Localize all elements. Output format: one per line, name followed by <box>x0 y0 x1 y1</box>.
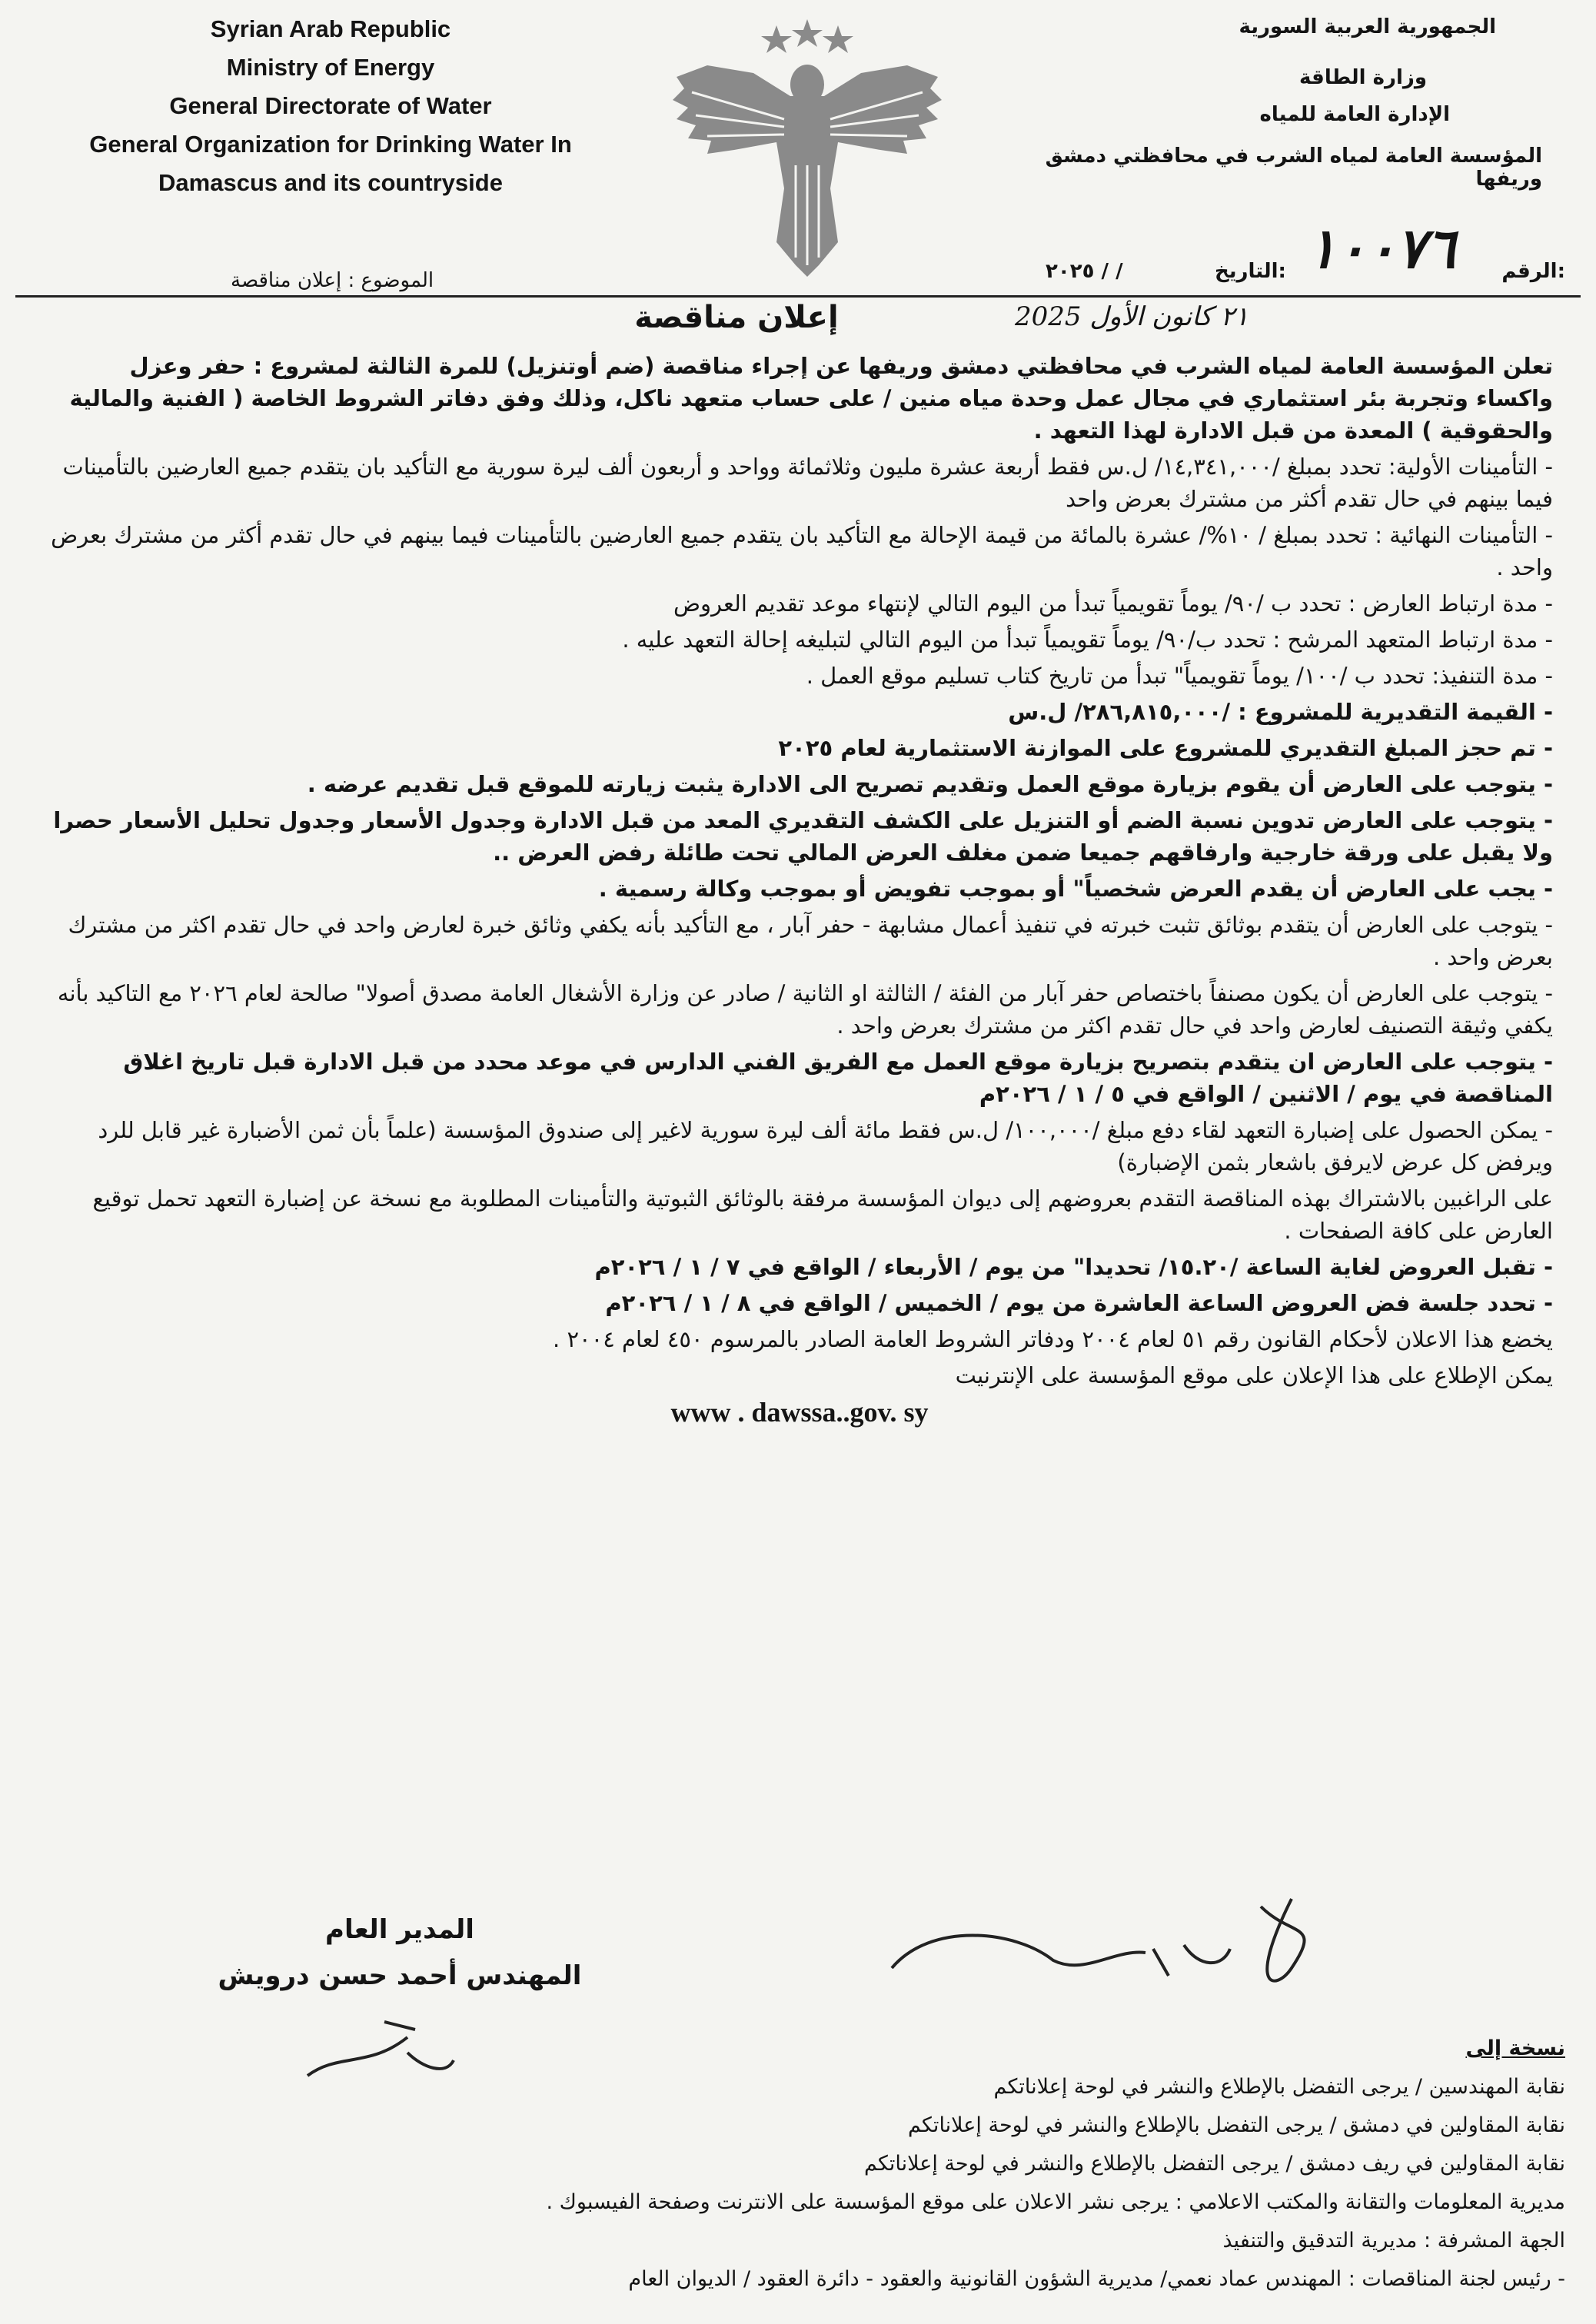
signature-name: المهندس أحمد حسن درويش <box>218 1960 582 1991</box>
paragraph-submission-instructions: على الراغبين بالاشتراك بهذه المناقصة التقدم بعروضهم إلى ديوان المؤسسة مرفقة بالوثائق الثبوتية والتأمينات المطلوبة مع نسخة عن إضبارة التعهد تحمل توقيع العارض على كافة الصفحات . <box>92 1185 1553 1244</box>
copy-item: نقابة المقاولين في ريف دمشق / يرجى التفضل بالإطلاع والنشر في لوحة إعلاناتكم <box>863 2152 1565 2176</box>
paragraph-bidder-commitment: - مدة ارتباط العارض : تحدد ب /٩٠/ يوماً تقويمياً تبدأ من اليوم التالي لإنتهاء موعد تقديم العروض <box>673 590 1553 617</box>
handwritten-signature-icon <box>861 1876 1338 2006</box>
handwritten-date: ٢١ كانون الأول 2025 <box>1015 301 1249 332</box>
date-value: / / ٢٠٢٥ <box>1046 260 1123 283</box>
signature-title: المدير العام <box>325 1914 474 1945</box>
header-ar-line4: المؤسسة العامة لمياه الشرب في محافظتي دمشق وريفها <box>1045 145 1542 191</box>
copies-list <box>35 2030 1565 2299</box>
header-en-line2: Ministry of Energy <box>226 54 435 81</box>
announcement-body <box>46 350 1553 1433</box>
paragraph-website-note: يمكن الإطلاع على هذا الإعلان على موقع المؤسسة على الإنترنيت <box>955 1362 1553 1388</box>
reference-number-value: ١٠٠٧٦ <box>1307 215 1456 281</box>
header-en-line1: Syrian Arab Republic <box>210 15 451 42</box>
paragraph-discount-entry: - يتوجب على العارض تدوين نسبة الضم أو التنزيل على الكشف التقديري المعد من قبل الادارة وجدول الأسعار وجدول تحليل الأسعار حصرا ولا يقبل على ورقة خارجية وارفاقهم جميعا ضمن مغلف العرض المالي تحت طائلة رفض العرض .. <box>53 807 1553 866</box>
paragraph-classification: - يتوجب على العارض أن يكون مصنفاً باختصاص حفر آبار من الفئة / الثالثة او الثانية / صادر عن وزارة الأشغال العامة مصدق أصولا" صالحة لعام ٢٠٢٦ مع التاكيد بأنه يكفي وثيقة التصنيف لعارض واحد في حال تقدم اكثر من مشترك بعرض واحد . <box>57 980 1553 1039</box>
paragraph-execution-period: - مدة التنفيذ: تحدد ب /١٠٠/ يوماً تقويمياً" تبدأ من تاريخ كتاب تسليم موقع العمل . <box>806 663 1553 689</box>
paragraph-estimated-value: - القيمة التقديرية للمشروع : /٢٨٦,٨١٥,٠٠٠/ ل.س <box>1008 699 1553 725</box>
paragraph-submission-deadline: - تقبل العروض لغاية الساعة /١٥.٢٠/ تحديدا" من يوم / الأربعاء / الواقع في ٧ / ١ / ٢٠٢٦م <box>594 1254 1553 1280</box>
header-en-line5: Damascus and its countryside <box>158 169 503 196</box>
paragraph-initial-guarantee: - التأمينات الأولية: تحدد بمبلغ /١٤,٣٤١,٠٠٠/ ل.س فقط أربعة عشرة مليون وثلاثمائة وواحد و أربعون ألف ليرة سورية مع التأكيد بان يتقدم جميع العارضين بالتأمينات فيما بينهم في حال تقدم أكثر من مشترك بعرض واحد <box>62 454 1553 512</box>
header-ar-line2: وزارة الطاقة <box>1299 66 1427 89</box>
paragraph-legal-basis: يخضع هذا الاعلان لأحكام القانون رقم ٥١ لعام ٢٠٠٤ ودفاتر الشروط العامة الصادر بالمرسوم ٤٥٠ لعام ٢٠٠٤ . <box>553 1326 1553 1352</box>
header-en-line4: General Organization for Drinking Water In <box>89 131 572 158</box>
header-ar-line3: الإدارة العامة للمياه <box>1259 103 1450 126</box>
copies-heading: نسخة إلى <box>1465 2036 1565 2060</box>
paragraph-opening-session: - تحدد جلسة فض العروض الساعة العاشرة من يوم / الخميس / الواقع في ٨ / ١ / ٢٠٢٦م <box>605 1290 1553 1316</box>
header-divider <box>15 295 1581 298</box>
copy-item: الجهة المشرفة : مديرية التدقيق والتنفيذ <box>1222 2229 1565 2253</box>
reference-number-label: الرقم: <box>1501 260 1565 283</box>
page-title <box>0 300 1596 335</box>
paragraph-intro: تعلن المؤسسة العامة لمياه الشرب في محافظتي دمشق وريفها عن إجراء مناقصة (ضم أوتنزيل) للمرة الثالثة لمشروع : حفر وعزل واكساء وتجربة بئر استثماري في مجال عمل وحدة مياه منين / على حساب متعهد ناكل، وذلك وفق دفاتر الشروط الخاصة ( الفنية والمالية والحقوقية ) المعدة من قبل الادارة لهذا التعهد . <box>69 353 1553 444</box>
signature-block <box>154 1907 646 1999</box>
paragraph-personal-submission: - يجب على العارض أن يقدم العرض شخصياً" أو بموجب تفويض أو بموجب وكالة رسمية . <box>598 876 1553 902</box>
copy-item: مديرية المعلومات والتقانة والمكتب الاعلامي : يرجى نشر الاعلان على موقع المؤسسة على الانترنت وصفحة الفيسبوك . <box>546 2190 1565 2214</box>
paragraph-site-visit-team: - يتوجب على العارض ان يتقدم بتصريح بزيارة موقع العمل مع الفريق الفني الدارس في موعد محدد من قبل الادارة قبل تاريخ اغلاق المناقصة في يوم / الاثنين / الواقع في ٥ / ١ / ٢٠٢٦م <box>123 1049 1553 1107</box>
header-arabic <box>981 15 1565 191</box>
subject-label: الموضوع : إعلان مناقصة <box>231 269 434 292</box>
paragraph-site-visit: - يتوجب على العارض أن يقوم بزيارة موقع العمل وتقديم تصريح الى الادارة يثبت زيارته للموقع قبل تقديم عرضه . <box>307 771 1553 797</box>
header-english <box>31 15 630 197</box>
paragraph-budget: - تم حجز المبلغ التقديري للمشروع على الموازنة الاستثمارية لعام ٢٠٢٥ <box>778 735 1553 761</box>
paragraph-contractor-commitment: - مدة ارتباط المتعهد المرشح : تحدد ب/٩٠/ يوماً تقويمياً تبدأ من اليوم التالي لتبليغه إحالة التعهد عليه . <box>622 627 1553 653</box>
header-ar-line1: الجمهورية العربية السورية <box>1239 15 1496 38</box>
paragraph-final-guarantee: - التأمينات النهائية : تحدد بمبلغ / ١٠%/ عشرة بالمائة من قيمة الإحالة مع التأكيد بان يتقدم جميع العارضين بالتأمينات فيما بينهم في حال تقدم أكثر من مشترك بعرض واحد . <box>51 522 1553 580</box>
website-link[interactable]: www . dawssa..gov. sy <box>670 1397 929 1428</box>
date-label: التاريخ: <box>1215 260 1286 283</box>
copy-item: - رئيس لجنة المناقصات : المهندس عماد نعمي/ مديرية الشؤون القانونية والعقود - دائرة العقود / الديوان العام <box>628 2267 1565 2291</box>
copy-item: نقابة المهندسين / يرجى التفضل بالإطلاع والنشر في لوحة إعلاناتكم <box>993 2075 1565 2099</box>
copy-item: نقابة المقاولين في دمشق / يرجى التفضل بالإطلاع والنشر في لوحة إعلاناتكم <box>908 2113 1565 2137</box>
announcement-title: إعلان مناقصة <box>634 300 839 335</box>
state-emblem-eagle-icon <box>661 12 953 281</box>
paragraph-experience: - يتوجب على العارض أن يتقدم بوثائق تثبت خبرته في تنفيذ أعمال مشابهة - حفر آبار ، مع التأكيد بأنه يكفي وثائق خبرة لعارض واحد في حال تقدم اكثر من مشترك بعرض واحد . <box>68 912 1553 970</box>
paragraph-tender-file: - يمكن الحصول على إضبارة التعهد لقاء دفع مبلغ /١٠٠,٠٠٠/ ل.س فقط مائة ألف ليرة سورية لاغير إلى صندوق المؤسسة (علماً بأن ثمن الأضبارة غير قابل للرد ويرفض كل عرض لايرفق باشعار بثمن الإضبارة) <box>98 1117 1553 1175</box>
header-en-line3: General Directorate of Water <box>169 92 492 119</box>
